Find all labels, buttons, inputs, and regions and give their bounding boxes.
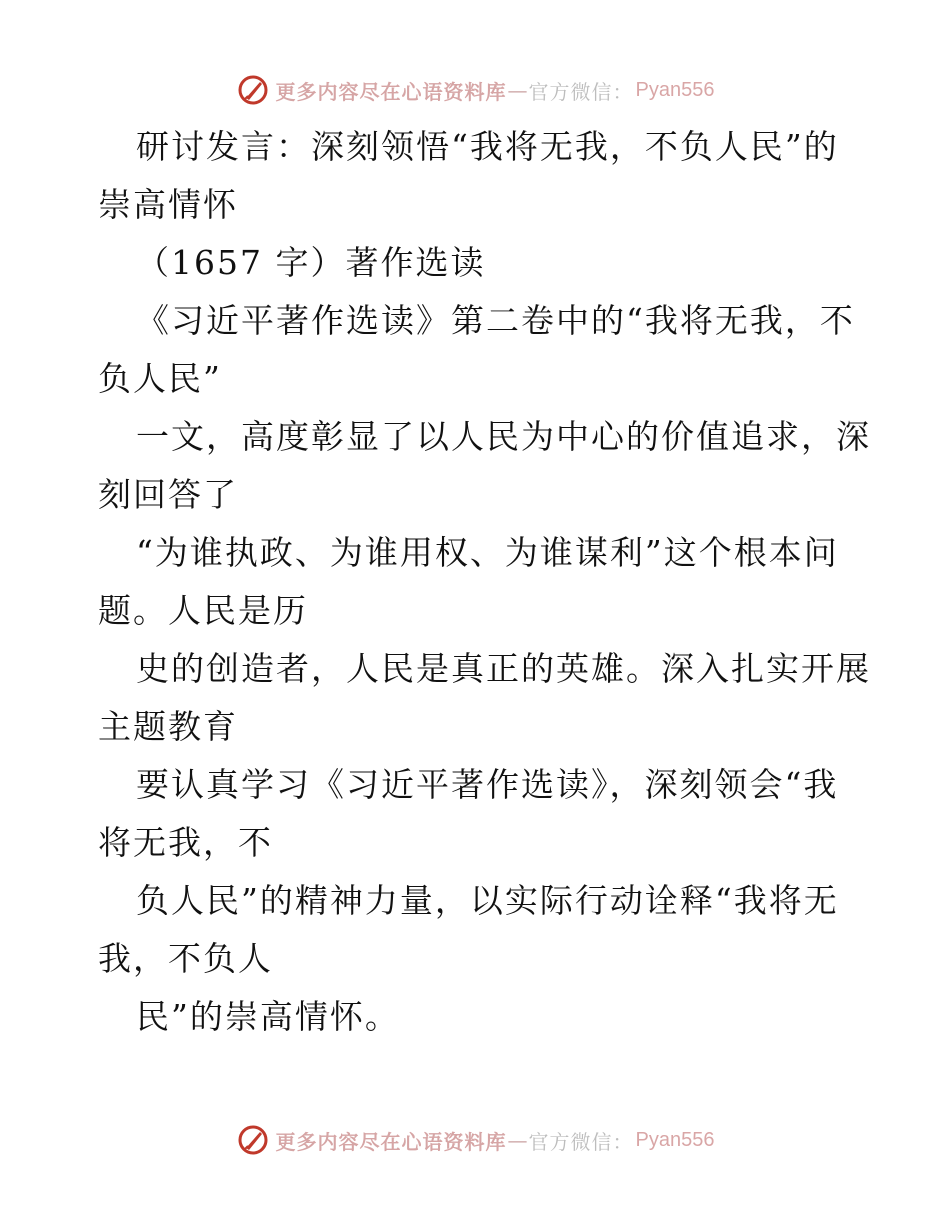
text-line: 我，不负人	[98, 939, 273, 978]
watermark-site-text: 更多内容尽在心语资料库	[275, 1129, 507, 1154]
text-line: “为谁执政、为谁用权、为谁谋利”这个根本问	[136, 533, 839, 572]
quill-logo-icon	[236, 1123, 270, 1157]
text-line: 负人民”	[98, 359, 222, 398]
text-line: 要认真学习《习近平著作选读》，深刻领会“我	[136, 765, 839, 804]
text-line: （1657 字）著作选读	[136, 243, 486, 282]
text-line: 刻回答了	[98, 475, 238, 514]
watermark-dash: —	[507, 1128, 528, 1152]
footer-watermark	[0, 1120, 950, 1160]
text-line: 题。人民是历	[98, 591, 308, 630]
text-line: 民”的崇高情怀。	[136, 997, 400, 1036]
text-line: 研讨发言：深刻领悟“我将无我，不负人民”的	[136, 127, 839, 166]
watermark-site-text: 更多内容尽在心语资料库	[275, 79, 507, 104]
text-line: 一文，高度彰显了以人民为中心的价值追求，深	[136, 417, 871, 456]
text-line: 主题教育	[98, 707, 238, 746]
text-line: 崇高情怀	[98, 185, 238, 224]
watermark-dash: —	[507, 78, 528, 102]
watermark-official-label: 官方微信：	[528, 1129, 634, 1154]
header-watermark	[0, 70, 950, 110]
text-line: 将无我，不	[98, 823, 273, 862]
document-body	[98, 118, 871, 1046]
quill-logo-icon	[236, 73, 270, 107]
text-line: 《习近平著作选读》第二卷中的“我将无我，不	[136, 301, 855, 340]
text-line: 史的创造者，人民是真正的英雄。深入扎实开展	[136, 649, 871, 688]
watermark-wechat-id: Pyan556	[635, 1128, 715, 1151]
watermark-official-label: 官方微信：	[528, 79, 634, 104]
watermark-wechat-id: Pyan556	[635, 78, 715, 101]
text-line: 负人民”的精神力量，以实际行动诠释“我将无	[136, 881, 839, 920]
